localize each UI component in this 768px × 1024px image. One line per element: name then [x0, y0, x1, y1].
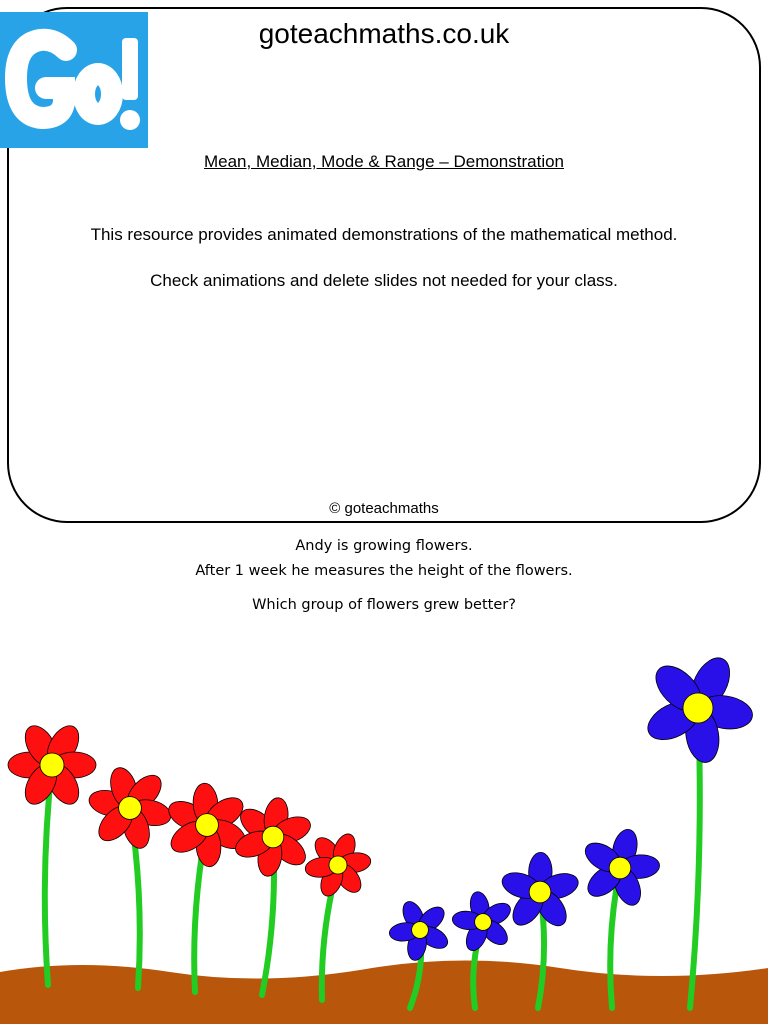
red-flower-2 [86, 764, 173, 988]
intro-line-1: This resource provides animated demonstrations of the mathematical method. [90, 225, 678, 244]
flower-centre [329, 856, 347, 874]
story-line-3: Which group of flowers grew better? [252, 597, 516, 613]
flower-centre [262, 826, 284, 848]
story-line-1: Andy is growing flowers. [295, 538, 473, 554]
soil-ground [0, 960, 768, 1024]
red-flower-1 [8, 720, 96, 985]
blue-flower-10 [642, 652, 755, 1008]
flower-centre [412, 922, 429, 939]
go-logo [0, 12, 148, 148]
intro-line-2: Check animations and delete slides not needed for your class. [150, 271, 618, 290]
flower-centre [119, 797, 142, 820]
flower-centre [40, 753, 64, 777]
flower-centre [196, 814, 219, 837]
flower-centre [529, 881, 551, 903]
slide-heading: Mean, Median, Mode & Range – Demonstration [203, 152, 565, 171]
red-flower-4 [232, 796, 314, 995]
copyright-text: © goteachmaths [329, 500, 439, 517]
flower-centre [683, 693, 713, 723]
flower-garden-illustration [0, 640, 768, 1024]
flower-centre [609, 857, 631, 879]
flower-centre [475, 914, 492, 931]
site-title: goteachmaths.co.uk [258, 18, 510, 49]
red-flower-3 [164, 782, 250, 992]
story-line-2: After 1 week he measures the height of the flowers. [195, 563, 573, 579]
